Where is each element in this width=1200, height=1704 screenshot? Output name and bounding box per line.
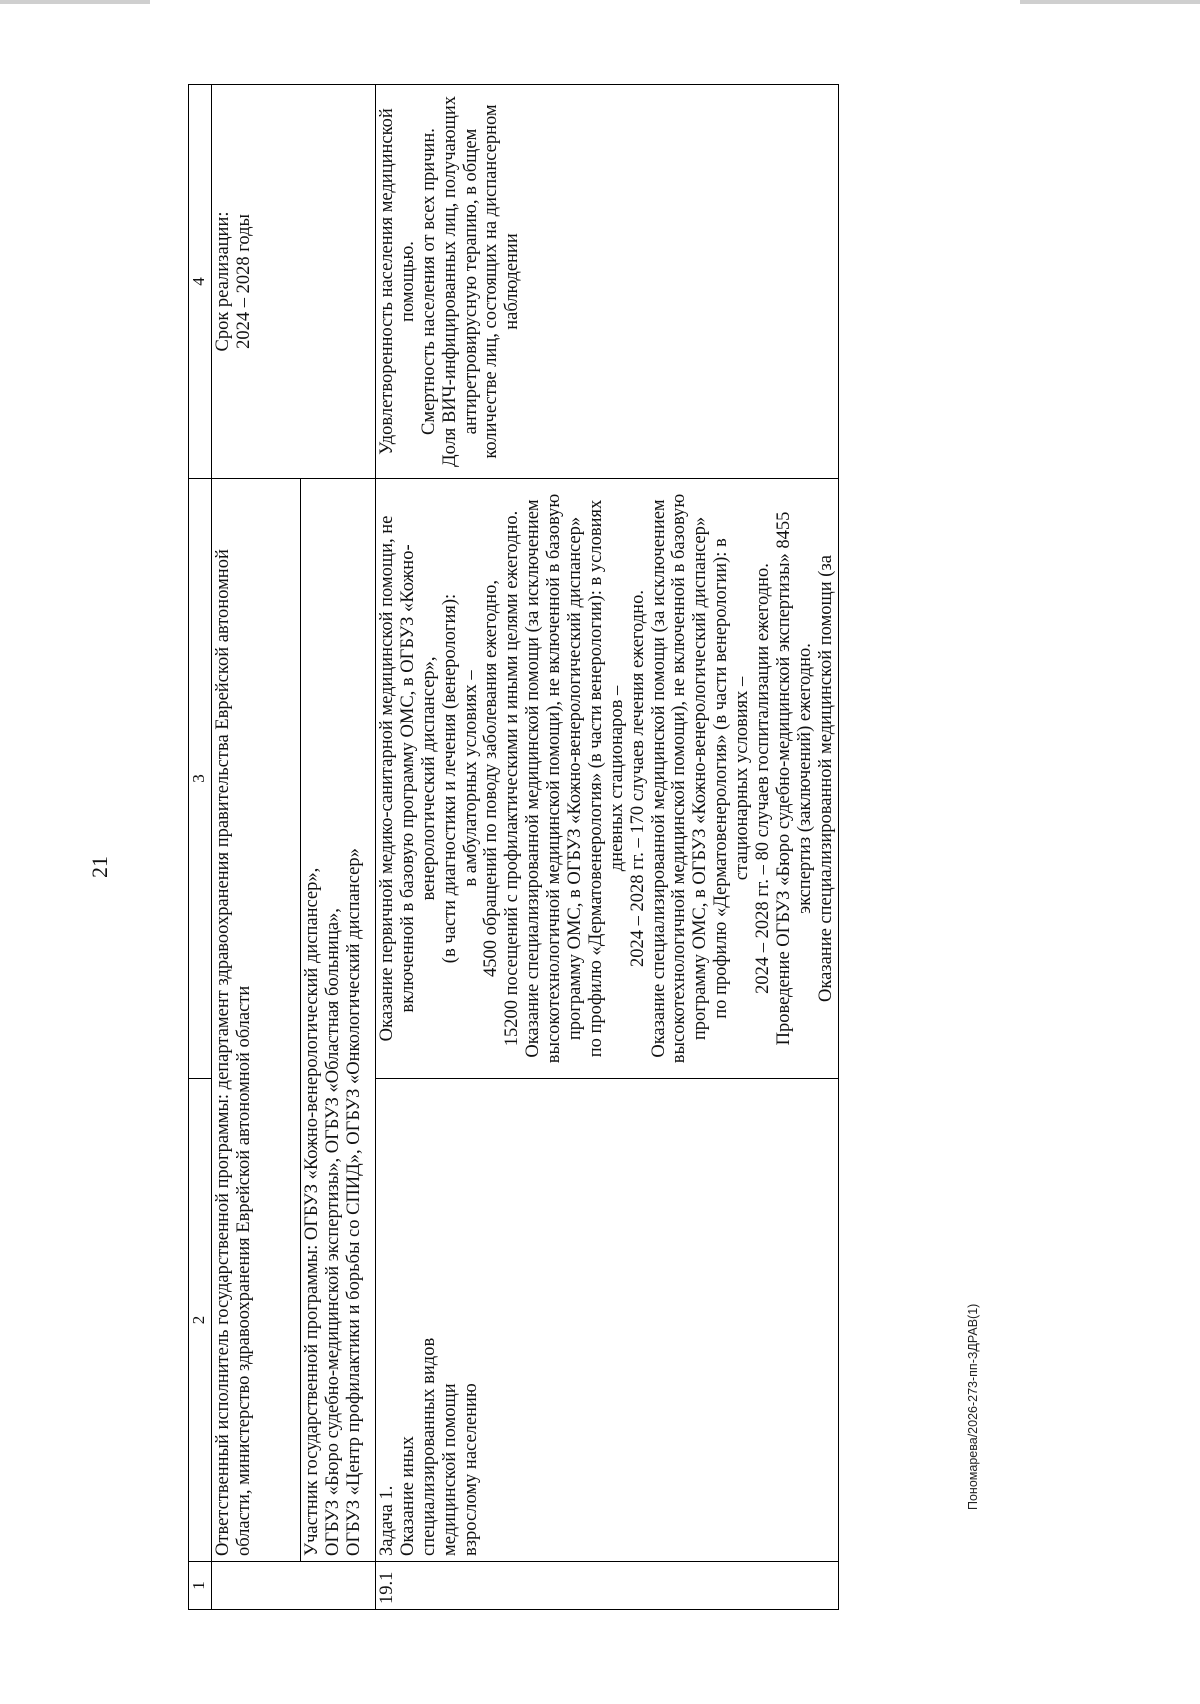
measure-line: по профилю «Дерматовенерология» (в части венерологии): в стационарных условиях – [711, 538, 753, 1019]
scan-mark-right [1020, 0, 1200, 4]
measures-cell [376, 479, 839, 1079]
scan-mark-left [0, 0, 150, 4]
program-table [188, 84, 839, 1610]
page-number: 21 [87, 856, 112, 878]
rotated-table-container [188, 85, 1058, 1610]
row-number: 19.1 [376, 1562, 839, 1610]
task-cell: Задача 1. Оказание иных специализированных видов медицинской помощи взрослому населению [376, 1079, 839, 1562]
measure-line: 4500 обращений по поводу заболевания ежегодно, [481, 579, 502, 978]
measure-line: по профилю «Дерматовенерология» (в части венерологии): в условиях дневных стационаров – [585, 499, 627, 1058]
measure-line: Оказание первичной медико-санитарной медицинской помощи, не включенной в базовую программу ОМС, в ОГБУЗ «Кожно-венерологический диспансер», [377, 515, 439, 1042]
measure-line: 2024 – 2028 гг. – 170 случаев лечения ежегодно. [627, 590, 648, 967]
header-col-2: 2 [189, 1079, 212, 1562]
measure-line: Оказание специализированной медицинской помощи (за исключением высокотехнологичной медицинской помощи), не включенной в базовую программу ОМС, в ОГБУЗ «Кожно-венерологический диспансер» [648, 493, 711, 1064]
header-col-3: 3 [189, 479, 212, 1079]
program-participants: Участник государственной программы: ОГБУЗ «Кожно-венерологический диспансер», ОГБУЗ «Бюро судебно-медицинской экспертизы», ОГБУЗ «Областная больница», ОГБУЗ «Центр профилактики и борьбы со СПИД», ОГБУЗ «Онкологический диспансер» [301, 479, 376, 1562]
implementation-period: Срок реализации: 2024 – 2028 годы [212, 85, 376, 479]
measure-line: 2024 – 2028 гг. – 80 случаев госпитализации ежегодно. [753, 563, 774, 994]
header-row [189, 85, 212, 1610]
responsible-executor: Ответственный исполнитель государственной программы: департамент здравоохранения правительства Еврейской автономной области, министерство здравоохранения Еврейской автономной области [212, 479, 301, 1562]
document-footer: Пономарева/2026-273-пп-ЗДРАВ(1) [966, 1303, 980, 1510]
measure-line: (в части диагностики и лечения (венерология): [439, 593, 460, 964]
measure-line: Проведение ОГБУЗ «Бюро судебно-медицинской экспертизы» 8455 экспертиз (заключений) ежегодно. [773, 511, 815, 1046]
measure-line: 15200 посещений с профилактическими и иными целями ежегодно. [502, 510, 523, 1047]
table-row [376, 85, 839, 1610]
measure-line: Оказание специализированной медицинской помощи (за [815, 555, 836, 1002]
results-cell: Удовлетворенность населения медицинской помощью. Смертность населения от всех причин. Доля ВИЧ-инфицированных лиц, получающих антиретровирусную терапию, в общем количестве лиц, состоящих на диспансерном наблюдении [376, 85, 839, 479]
header-col-1: 1 [189, 1562, 212, 1610]
header-col-4: 4 [189, 85, 212, 479]
empty-num-cell [212, 1562, 376, 1610]
measure-line: Оказание специализированной медицинской помощи (за исключением высокотехнологичной медицинской помощи), не включенной в базовую программу ОМС, в ОГБУЗ «Кожно-венерологический диспансер» [523, 493, 586, 1064]
measure-line: в амбулаторных условиях – [460, 670, 481, 887]
responsible-row [212, 85, 301, 1610]
